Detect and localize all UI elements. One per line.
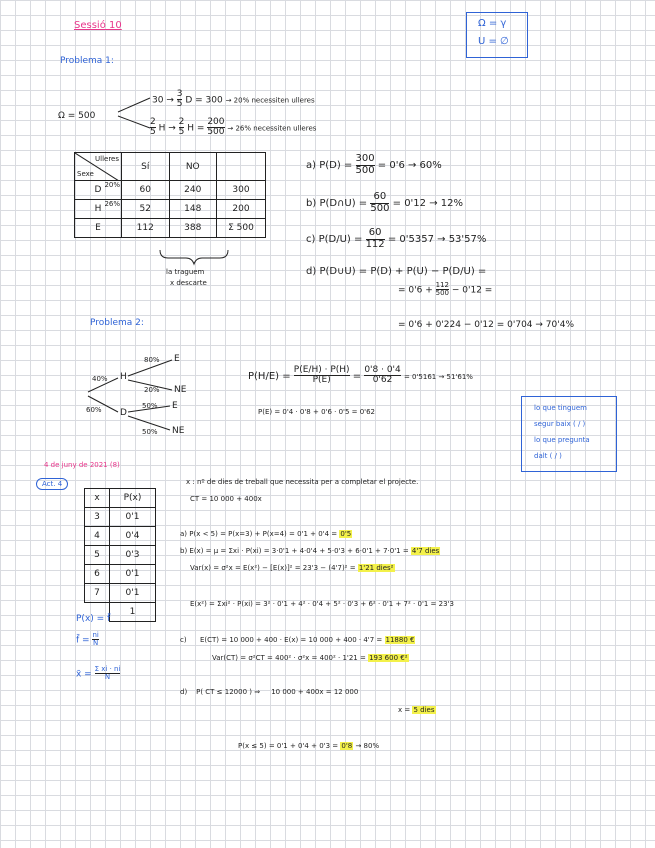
table-row: 4 0'4 (85, 527, 156, 546)
tree-d: D (120, 408, 127, 418)
table-row: 5 0'3 (85, 546, 156, 565)
activity-statement: x : nº de dies de treball que necessita per a completar el projecte. (186, 478, 419, 486)
table-row: 3 0'1 (85, 508, 156, 527)
tree-h: H (120, 372, 127, 382)
notation-line-2: U = ∅ (478, 36, 509, 47)
page-title: Sessió 10 (74, 20, 122, 31)
note-line-1: lo que tinguem (534, 404, 587, 412)
act4-ex2: E(x²) = Σxi² · P(xi) = 3² · 0'1 + 4² · 0'4 + 5² · 0'3 + 6² · 0'1 + 7² · 0'1 = 23'3 (190, 600, 454, 608)
note-line-4: dalt ( / ) (534, 452, 562, 460)
activity-date: 4 de juny de 2021 (8) (44, 461, 120, 469)
tree-de-pct: 50% (142, 402, 158, 410)
tree-dne-pct: 50% (142, 428, 158, 436)
tree-hne: NE (174, 385, 187, 395)
act4-variance: Var(x) = σ²x = E(x²) − [E(x)]² = 23'3 − (4'7)² = 1'21 dies² (190, 564, 394, 572)
tree-he-pct: 80% (144, 356, 160, 364)
table-row: H 26% 52 148 200 (75, 200, 266, 219)
problem-1-title: Problema 1: (60, 56, 114, 66)
note-line-3: lo que pregunta (534, 436, 590, 444)
omega-label: Ω = 500 (58, 111, 96, 121)
table-header-side: Sexe (77, 170, 94, 178)
branch-bottom: $\frac{2}{5}$ H → $\frac{2}{5}$ H = $\frac{200}{500}$ → 26% necessiten ulleres (150, 117, 317, 138)
pe-total: P(E) = 0'4 · 0'8 + 0'6 · 0'5 = 0'62 (258, 408, 376, 416)
p1-answer-d-line3: = 0'6 + 0'224 − 0'12 = 0'704 → 70'4% (398, 320, 574, 330)
table-row: 7 0'1 (85, 584, 156, 603)
tree-de: E (172, 401, 178, 411)
note-line-2: segur baix ( / ) (534, 420, 586, 428)
act4-answer-c-line1: c) E(CT) = 10 000 + 400 · E(x) = 10 000 + 400 · 4'7 = 11880 € (180, 636, 415, 644)
problem-2-title: Problema 2: (90, 318, 144, 328)
total-cost: CT = 10 000 + 400x (190, 495, 262, 503)
p1-answer-d-line1: d) P(D∪U) = P(D) + P(U) − P(D/U) = (306, 266, 487, 277)
probability-table: x P(x) 3 0'1 4 0'4 5 0'3 6 0'1 7 0'1 1 (84, 488, 156, 622)
side-fi: f̄ = $\frac{ni}{N}$ (76, 631, 99, 648)
tree-d-pct: 60% (86, 406, 102, 414)
p1-answer-d-line2: = 0'6 + $\frac{112}{500}$ − 0'12 = (398, 281, 493, 298)
act4-answer-b: b) E(x) = μ = Σxi · P(xi) = 3·0'1 + 4·0'4 + 5·0'3 + 6·0'1 + 7·0'1 = 4'7 dies (180, 547, 440, 555)
table-col-si: Sí (122, 153, 170, 181)
table-row: E 112 388 Σ 500 (75, 219, 266, 238)
branch-top: 30 → $\frac{3}{5}$ D = 300 → 20% necessiten ulleres (152, 89, 315, 110)
table-row: 6 0'1 (85, 565, 156, 584)
act4-answer-c-line2: Var(CT) = σ²CT = 400² · σ²x = 400² · 1'21 = 193 600 €² (212, 654, 408, 662)
tree-hne-pct: 20% (144, 386, 160, 394)
act4-answer-a: a) P(x < 5) = P(x=3) + P(x=4) = 0'1 + 0'4 = 0'5 (180, 530, 352, 538)
p1-answer-b: b) P(D∩U) = $\frac{60}{500}$ = 0'12 → 12% (306, 191, 463, 214)
act4-answer-d-line2: x = 5 dies (398, 706, 435, 714)
tree-he: E (174, 354, 180, 364)
table-row: D 20% 60 240 300 (75, 181, 266, 200)
tree-h-pct: 40% (92, 375, 108, 383)
side-mean: x̄ = $\frac{\text{Σ xi · ni}}{N}$ (76, 665, 121, 682)
table-header-top: Ulleres (95, 155, 119, 163)
act4-final: P(x ≤ 5) = 0'1 + 0'4 + 0'3 = 0'8 → 80% (238, 742, 380, 750)
side-px: P(x) = f̄ (76, 614, 111, 624)
notation-line-1: Ω = γ (478, 18, 507, 29)
brace-note-2: x descarte (170, 279, 207, 287)
activity-badge: Act. 4 (36, 478, 68, 490)
brace-note-1: la traguem (166, 268, 205, 276)
table-col-no: NO (169, 153, 217, 181)
act4-answer-d-line1: d) P( CT ≤ 12000 ) ⇒ 10 000 + 400x = 12 000 (180, 688, 359, 696)
bayes-formula: P(H/E) = $\frac{P(E/H) \cdot P(H)}{P(E)}$ = $\frac{0'8 \cdot 0'4}{0'62}$ = 0'5161 → 51'61% (248, 365, 473, 386)
p1-answer-a: a) P(D) = $\frac{300}{500}$ = 0'6 → 60% (306, 153, 442, 176)
tree-dne: NE (172, 426, 185, 436)
p1-answer-c: c) P(D/U) = $\frac{60}{112}$ = 0'5357 → 53'57% (306, 227, 487, 250)
